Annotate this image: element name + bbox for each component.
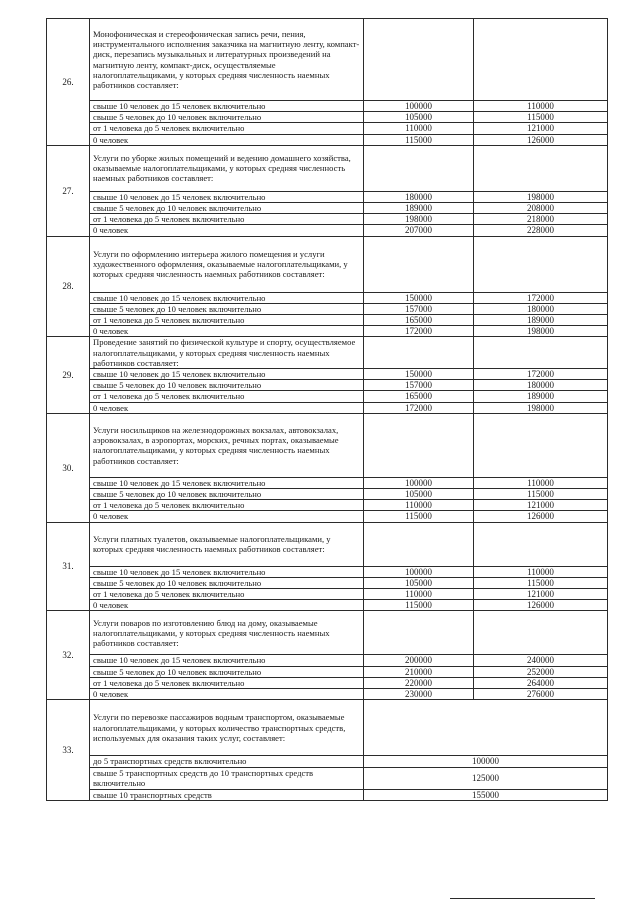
empty-cell: [364, 236, 474, 292]
rate-value-column-1: 105000: [364, 489, 474, 500]
tax-rate-table-body: [47, 19, 608, 801]
empty-cell: [364, 413, 474, 477]
rate-value-column-1: 172000: [364, 326, 474, 337]
section-number: 32.: [47, 611, 90, 700]
empty-cell: [474, 145, 608, 191]
rate-row-label: свыше 5 человек до 10 человек включительно: [90, 112, 364, 123]
rate-value-column-1: 100000: [364, 101, 474, 112]
rate-value-column-1: 157000: [364, 380, 474, 391]
rate-row-label: свыше 10 человек до 15 человек включительно: [90, 292, 364, 303]
rate-row: [47, 589, 608, 600]
section-number: 31.: [47, 522, 90, 611]
rate-row-label: от 1 человека до 5 человек включительно: [90, 123, 364, 134]
rate-row: [47, 134, 608, 145]
tax-rate-table: [46, 18, 608, 801]
rate-value-column-2: 172000: [474, 292, 608, 303]
rate-value-column-2: 198000: [474, 402, 608, 413]
rate-row: [47, 666, 608, 677]
rate-value-column-2: 180000: [474, 380, 608, 391]
rate-row-label: 0 человек: [90, 402, 364, 413]
rate-row-label: от 1 человека до 5 человек включительно: [90, 589, 364, 600]
empty-cell: [474, 337, 608, 369]
rate-value-column-1: 165000: [364, 315, 474, 326]
rate-value-column-2: 126000: [474, 600, 608, 611]
section-header-row: [47, 522, 608, 566]
rate-row-label: от 1 человека до 5 человек включительно: [90, 214, 364, 225]
rate-value-column-1: 157000: [364, 303, 474, 314]
rate-value-column-1: 105000: [364, 577, 474, 588]
rate-value-column-2: 110000: [474, 477, 608, 488]
section-header-row: [47, 236, 608, 292]
section-header-row: [47, 145, 608, 191]
rate-row: [47, 391, 608, 402]
rate-row-label: свыше 5 человек до 10 человек включительно: [90, 489, 364, 500]
section-description: Услуги поваров по изготовлению блюд на дому, оказываемые налогоплательщиками, у которых средняя численность наемных работников составляет:: [90, 611, 364, 655]
rate-row: [47, 655, 608, 666]
empty-cell: [474, 413, 608, 477]
rate-value-column-1: 150000: [364, 369, 474, 380]
section-description: Услуги по перевозке пассажиров водным транспортом, оказываемые налогоплательщиками, у которых количество транспортных средств, используемых для оказания таких услуг, составляет:: [90, 700, 364, 756]
rate-row: [47, 369, 608, 380]
rate-row: [47, 677, 608, 688]
rate-row-label: свыше 5 человек до 10 человек включительно: [90, 380, 364, 391]
section-header-row: [47, 19, 608, 101]
rate-row: [47, 303, 608, 314]
rate-value-column-2: 110000: [474, 101, 608, 112]
section-number: 28.: [47, 236, 90, 337]
section-description: Услуги носильщиков на железнодорожных вокзалах, автовокзалах, аэровокзалах, в аэропортах, морских, речных портах, оказываемые налогоплательщиками, у которых средняя численность наемных работников составляет:: [90, 413, 364, 477]
rate-row-label: свыше 5 человек до 10 человек включительно: [90, 577, 364, 588]
rate-value-column-1: 115000: [364, 134, 474, 145]
empty-cell: [364, 700, 608, 756]
rate-row: [47, 767, 608, 789]
rate-value-column-2: 198000: [474, 326, 608, 337]
rate-value-column-2: 198000: [474, 191, 608, 202]
empty-cell: [474, 611, 608, 655]
rate-value-column-2: 121000: [474, 500, 608, 511]
rate-value-column-1: 172000: [364, 402, 474, 413]
rate-value-column-1: 100000: [364, 477, 474, 488]
rate-value-column-1: 189000: [364, 203, 474, 214]
empty-cell: [364, 611, 474, 655]
rate-value-column-2: 276000: [474, 689, 608, 700]
empty-cell: [364, 145, 474, 191]
rate-value-column-2: 189000: [474, 391, 608, 402]
rate-row-label: от 1 человека до 5 человек включительно: [90, 391, 364, 402]
section-description: Услуги платных туалетов, оказываемые налогоплательщиками, у которых средняя численность наемных работников составляет:: [90, 522, 364, 566]
section-number: 33.: [47, 700, 90, 800]
section-header-row: [47, 700, 608, 756]
rate-row: [47, 511, 608, 522]
rate-value-column-1: 180000: [364, 191, 474, 202]
rate-row: [47, 489, 608, 500]
section-number: 26.: [47, 19, 90, 146]
rate-value-column-2: 115000: [474, 112, 608, 123]
rate-row: [47, 402, 608, 413]
rate-value-column-1: 165000: [364, 391, 474, 402]
rate-value-column-2: 110000: [474, 566, 608, 577]
rate-row: [47, 203, 608, 214]
rate-row-label: свыше 10 человек до 15 человек включительно: [90, 101, 364, 112]
rate-row: [47, 566, 608, 577]
rate-row-label: 0 человек: [90, 326, 364, 337]
rate-value: 100000: [364, 756, 608, 767]
rate-row-label: свыше 5 транспортных средств до 10 транспортных средств включительно: [90, 767, 364, 789]
rate-row-label: 0 человек: [90, 225, 364, 236]
rate-value-column-2: 264000: [474, 677, 608, 688]
rate-value-column-1: 105000: [364, 112, 474, 123]
rate-row-label: свыше 10 человек до 15 человек включительно: [90, 566, 364, 577]
rate-value-column-1: 220000: [364, 677, 474, 688]
section-description: Монофоническая и стереофоническая запись речи, пения, инструментального исполнения заказчика на магнитную ленту, компакт-диск, перезапись музыкальных и литературных произведений на магнитную ленту, компакт-диск, осуществляемые налогоплательщиками, у которых средняя численность наемных работников составляет:: [90, 19, 364, 101]
rate-row: [47, 326, 608, 337]
rate-row: [47, 123, 608, 134]
rate-row-label: от 1 человека до 5 человек включительно: [90, 677, 364, 688]
rate-value-column-1: 110000: [364, 123, 474, 134]
rate-row: [47, 225, 608, 236]
rate-row-label: свыше 5 человек до 10 человек включительно: [90, 203, 364, 214]
footer-rule: [450, 898, 595, 899]
empty-cell: [474, 236, 608, 292]
rate-value-column-2: 121000: [474, 589, 608, 600]
section-header-row: [47, 413, 608, 477]
rate-value-column-2: 218000: [474, 214, 608, 225]
rate-value-column-1: 110000: [364, 589, 474, 600]
rate-row-label: 0 человек: [90, 600, 364, 611]
rate-row: [47, 112, 608, 123]
rate-value: 125000: [364, 767, 608, 789]
rate-value-column-2: 189000: [474, 315, 608, 326]
rate-value: 155000: [364, 789, 608, 800]
rate-value-column-1: 230000: [364, 689, 474, 700]
rate-value-column-2: 228000: [474, 225, 608, 236]
rate-value-column-1: 100000: [364, 566, 474, 577]
rate-value-column-1: 210000: [364, 666, 474, 677]
rate-value-column-2: 180000: [474, 303, 608, 314]
empty-cell: [474, 522, 608, 566]
rate-row-label: 0 человек: [90, 511, 364, 522]
rate-row-label: свыше 10 человек до 15 человек включительно: [90, 655, 364, 666]
empty-cell: [364, 337, 474, 369]
rate-row: [47, 292, 608, 303]
rate-row-label: свыше 10 человек до 15 человек включительно: [90, 191, 364, 202]
rate-value-column-1: 200000: [364, 655, 474, 666]
section-description: Проведение занятий по физической культуре и спорту, осуществляемое налогоплательщиками, у которых средняя численность наемных работников составляет:: [90, 337, 364, 369]
rate-value-column-2: 115000: [474, 577, 608, 588]
rate-value-column-1: 115000: [364, 600, 474, 611]
rate-row: [47, 477, 608, 488]
empty-cell: [364, 19, 474, 101]
rate-row-label: свыше 5 человек до 10 человек включительно: [90, 666, 364, 677]
rate-row: [47, 600, 608, 611]
rate-row: [47, 315, 608, 326]
empty-cell: [474, 19, 608, 101]
section-description: Услуги по оформлению интерьера жилого помещения и услуги художественного оформления, оказываемые налогоплательщиками, у которых средняя численность наемных работников составляет:: [90, 236, 364, 292]
rate-row: [47, 577, 608, 588]
rate-row-label: от 1 человека до 5 человек включительно: [90, 315, 364, 326]
section-number: 27.: [47, 145, 90, 236]
rate-value-column-1: 198000: [364, 214, 474, 225]
section-description: Услуги по уборке жилых помещений и ведению домашнего хозяйства, оказываемые налогоплательщиками, у которых средняя численность наемных работников составляет:: [90, 145, 364, 191]
rate-row: [47, 380, 608, 391]
rate-value-column-2: 172000: [474, 369, 608, 380]
rate-value-column-2: 115000: [474, 489, 608, 500]
rate-row-label: свыше 10 человек до 15 человек включительно: [90, 369, 364, 380]
empty-cell: [364, 522, 474, 566]
rate-value-column-2: 240000: [474, 655, 608, 666]
rate-row: [47, 191, 608, 202]
rate-row: [47, 214, 608, 225]
rate-row-label: свыше 10 транспортных средств: [90, 789, 364, 800]
rate-row: [47, 689, 608, 700]
rate-row: [47, 101, 608, 112]
section-header-row: [47, 337, 608, 369]
rate-row: [47, 756, 608, 767]
rate-value-column-2: 121000: [474, 123, 608, 134]
rate-value-column-1: 150000: [364, 292, 474, 303]
rate-value-column-2: 126000: [474, 511, 608, 522]
rate-row-label: свыше 10 человек до 15 человек включительно: [90, 477, 364, 488]
rate-value-column-1: 110000: [364, 500, 474, 511]
rate-value-column-2: 126000: [474, 134, 608, 145]
rate-value-column-1: 207000: [364, 225, 474, 236]
rate-value-column-2: 252000: [474, 666, 608, 677]
section-number: 29.: [47, 337, 90, 413]
rate-row-label: 0 человек: [90, 134, 364, 145]
rate-value-column-1: 115000: [364, 511, 474, 522]
rate-row: [47, 789, 608, 800]
rate-row-label: 0 человек: [90, 689, 364, 700]
rate-row: [47, 500, 608, 511]
rate-row-label: до 5 транспортных средств включительно: [90, 756, 364, 767]
rate-row-label: от 1 человека до 5 человек включительно: [90, 500, 364, 511]
rate-value-column-2: 208000: [474, 203, 608, 214]
rate-row-label: свыше 5 человек до 10 человек включительно: [90, 303, 364, 314]
section-number: 30.: [47, 413, 90, 522]
section-header-row: [47, 611, 608, 655]
